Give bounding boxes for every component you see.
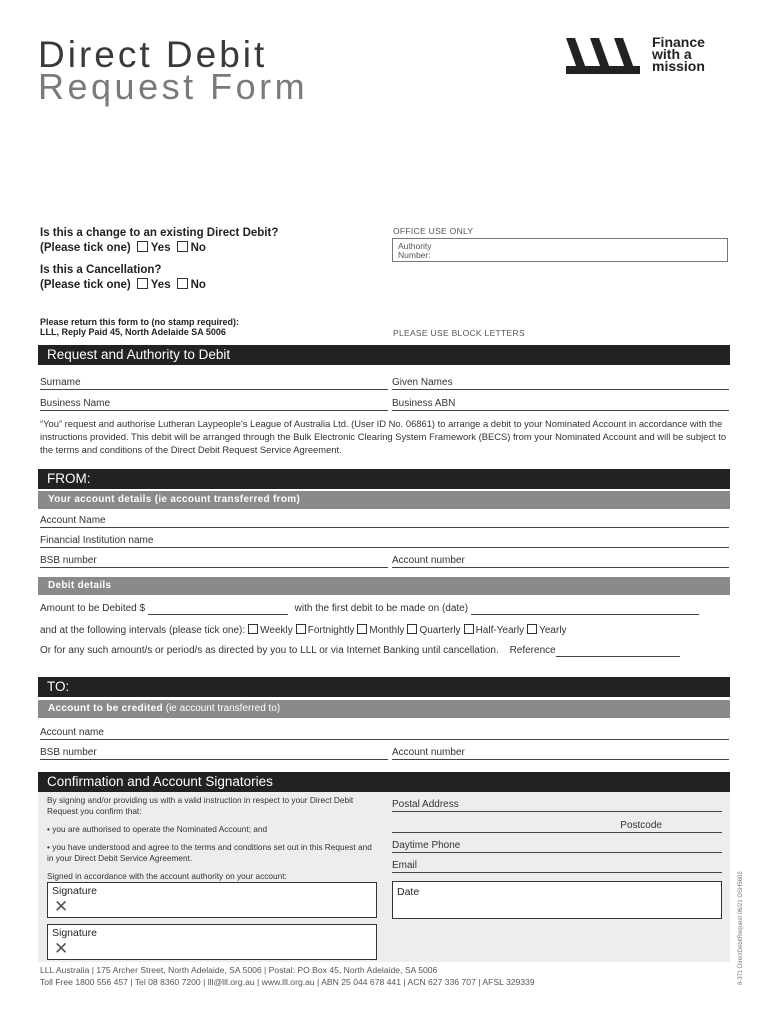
to-subheading bbox=[38, 700, 730, 718]
logo-text-finance: Finance bbox=[652, 34, 705, 50]
authority-paragraph: “You” request and authorise Lutheran Laypeople’s League of Australia Ltd. (User ID No. 06861) to arrange a debit to your Nominated Account in accordance with the instructions provided. This debit will be arranged through the Bulk Electronic Clearing System Framework (BECS) from your Nominated Account and will be subject to the terms and conditions of the Direct Debit Request Service Agreement. bbox=[40, 418, 727, 455]
account-name-field[interactable]: Account Name bbox=[40, 515, 729, 528]
change-tick-row bbox=[40, 241, 278, 256]
change-no-checkbox[interactable] bbox=[177, 241, 188, 252]
sign-here-x-icon: ✕ bbox=[54, 939, 69, 958]
authority-label-1: Authority bbox=[398, 241, 432, 251]
request-authority-heading: Request and Authority to Debit bbox=[38, 345, 730, 365]
reference-label: Reference bbox=[509, 645, 556, 656]
change-question-label: Is this a change to an existing Direct Debit? bbox=[40, 227, 279, 239]
yearly-checkbox[interactable] bbox=[527, 624, 537, 634]
postal-address-field[interactable]: Postal Address bbox=[392, 799, 722, 812]
block-letters-note: PLEASE USE BLOCK LETTERS bbox=[393, 328, 525, 338]
return-line-2: LLL, Reply Paid 45, North Adelaide SA 5006 bbox=[40, 327, 226, 337]
return-line-1: Please return this form to (no stamp required): bbox=[40, 317, 240, 327]
lll-logo-icon bbox=[566, 38, 640, 74]
change-yes-label: Yes bbox=[150, 242, 171, 254]
confirmation-intro: By signing and/or providing us with a valid instruction in respect to your Direct Debit Request you confirm that: bbox=[47, 795, 354, 816]
confirmation-bullet-1: • you are authorised to operate the Nominated Account; and bbox=[47, 824, 268, 834]
intervals-label: and at the following intervals (please tick one): bbox=[40, 625, 246, 636]
given-names-field[interactable]: Given Names bbox=[392, 377, 729, 390]
logo-tagline bbox=[652, 36, 705, 72]
cancel-no-checkbox[interactable] bbox=[177, 278, 188, 289]
signature-1-box[interactable] bbox=[47, 882, 377, 918]
email-field[interactable]: Email bbox=[392, 860, 722, 873]
amount-row bbox=[40, 603, 699, 615]
fortnightly-label: Fortnightly bbox=[307, 625, 355, 636]
debit-details-label: Debit details bbox=[48, 580, 112, 591]
from-subheading-label: Your account details (ie account transferred from) bbox=[48, 494, 301, 505]
daytime-phone-field[interactable]: Daytime Phone bbox=[392, 840, 722, 853]
reference-input[interactable] bbox=[556, 645, 680, 657]
office-use-label: OFFICE USE ONLY bbox=[393, 226, 474, 236]
from-subheading bbox=[38, 491, 730, 509]
authority-label-2: Number: bbox=[398, 250, 431, 260]
to-account-name-field[interactable]: Account name bbox=[40, 727, 729, 740]
from-account-number-field[interactable]: Account number bbox=[392, 555, 729, 568]
cancel-yes-checkbox[interactable] bbox=[137, 278, 148, 289]
postcode-field[interactable] bbox=[392, 820, 722, 833]
to-subheading-normal: (ie account transferred to) bbox=[165, 703, 281, 714]
cancel-question bbox=[40, 263, 206, 293]
postcode-label: Postcode bbox=[620, 820, 662, 831]
quarterly-label: Quarterly bbox=[419, 625, 461, 636]
to-account-number-field[interactable]: Account number bbox=[392, 747, 729, 760]
signature-1-label: Signature bbox=[52, 885, 97, 897]
cancel-tick-label: (Please tick one) bbox=[40, 279, 131, 291]
debit-details-heading bbox=[38, 577, 730, 595]
signature-2-box[interactable] bbox=[47, 924, 377, 960]
footer-contacts: Toll Free 1800 556 457 | Tel 08 8360 7200 | lll@lll.org.au | www.lll.org.au | ABN 25 044 678 441 | ACN 627 336 707 | AFSL 329339 bbox=[40, 977, 535, 987]
business-abn-field[interactable]: Business ABN bbox=[392, 398, 729, 411]
first-debit-label: with the first debit to be made on (date) bbox=[294, 603, 469, 614]
yearly-label: Yearly bbox=[539, 625, 567, 636]
from-bsb-field[interactable]: BSB number bbox=[40, 555, 388, 568]
other-amount-text: Or for any such amount/s or period/s as directed by you to LLL or via Internet Banking until cancellation. bbox=[40, 645, 499, 656]
form-title: Direct Debit bbox=[38, 34, 268, 75]
cancel-tick-row bbox=[40, 278, 206, 293]
intervals-row bbox=[40, 624, 567, 637]
to-bsb-field[interactable]: BSB number bbox=[40, 747, 388, 760]
monthly-checkbox[interactable] bbox=[357, 624, 367, 634]
quarterly-checkbox[interactable] bbox=[407, 624, 417, 634]
surname-field[interactable]: Surname bbox=[40, 377, 388, 390]
sign-here-x-icon: ✕ bbox=[54, 897, 69, 916]
from-heading: FROM: bbox=[38, 469, 730, 489]
form-subtitle: Request Form bbox=[38, 66, 309, 107]
cancel-question-label: Is this a Cancellation? bbox=[40, 264, 162, 276]
footer-address: LLL Australia | 175 Archer Street, North Adelaide, SA 5006 | Postal: PO Box 45, North Adelaide, SA 5006 bbox=[40, 965, 438, 975]
other-amount-row bbox=[40, 645, 680, 657]
change-tick-label: (Please tick one) bbox=[40, 242, 131, 254]
to-subheading-bold: Account to be credited bbox=[48, 703, 163, 714]
authority-number-field[interactable] bbox=[392, 238, 728, 262]
cancel-yes-label: Yes bbox=[150, 279, 171, 291]
half-yearly-label: Half-Yearly bbox=[475, 625, 525, 636]
weekly-label: Weekly bbox=[260, 625, 293, 636]
change-question bbox=[40, 226, 278, 256]
return-address bbox=[40, 317, 239, 337]
first-debit-date-input[interactable] bbox=[471, 603, 699, 615]
half-yearly-checkbox[interactable] bbox=[464, 624, 474, 634]
signature-2-label: Signature bbox=[52, 927, 97, 939]
footer bbox=[40, 964, 535, 988]
cancel-no-label: No bbox=[190, 279, 206, 291]
amount-label: Amount to be Debited $ bbox=[40, 603, 146, 614]
logo-text-mission: mission bbox=[652, 58, 705, 74]
logo-text-with-a: with a bbox=[652, 46, 692, 62]
form-code: 8-371 DirectDebitRequest 06/21 OSH5602 bbox=[738, 871, 744, 985]
financial-institution-field[interactable]: Financial Institution name bbox=[40, 535, 729, 548]
business-name-field[interactable]: Business Name bbox=[40, 398, 388, 411]
confirmation-heading: Confirmation and Account Signatories bbox=[38, 772, 730, 792]
date-label: Date bbox=[397, 886, 420, 898]
weekly-checkbox[interactable] bbox=[248, 624, 258, 634]
amount-input[interactable] bbox=[148, 603, 288, 615]
confirmation-bullet-2: • you have understood and agree to the terms and conditions set out in this Request and in your Direct Debit Service Agreement. bbox=[47, 842, 372, 863]
signed-note: Signed in accordance with the account authority on your account: bbox=[47, 871, 287, 881]
date-box[interactable] bbox=[392, 881, 722, 919]
change-no-label: No bbox=[190, 242, 206, 254]
to-heading: TO: bbox=[38, 677, 730, 697]
monthly-label: Monthly bbox=[369, 625, 405, 636]
change-yes-checkbox[interactable] bbox=[137, 241, 148, 252]
fortnightly-checkbox[interactable] bbox=[296, 624, 306, 634]
